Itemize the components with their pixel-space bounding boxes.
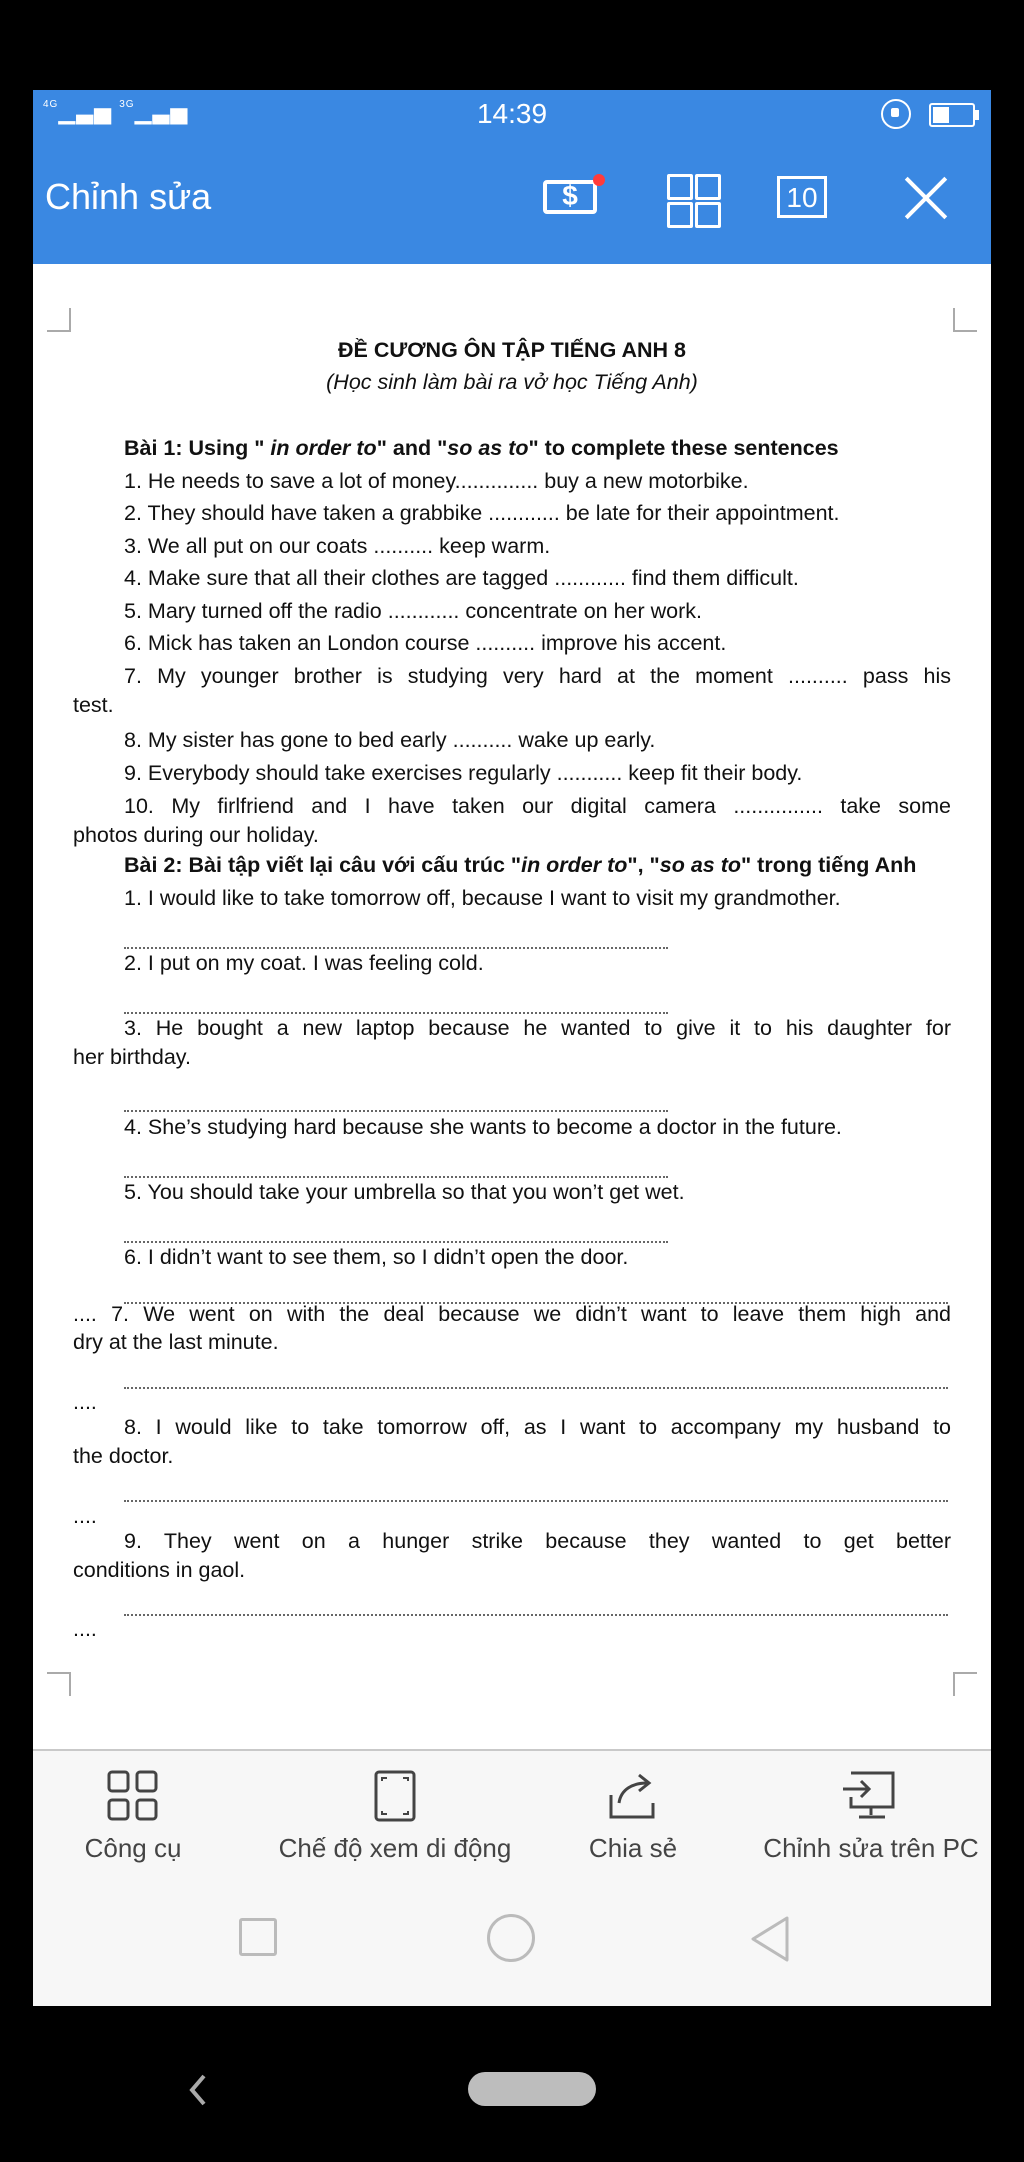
purchase-button[interactable] xyxy=(537,162,607,232)
recent-apps-button[interactable] xyxy=(239,1918,277,1956)
tools-label: Công cụ xyxy=(84,1833,182,1863)
answer-line xyxy=(124,1176,668,1178)
mobile-view-button[interactable] xyxy=(265,1769,525,1864)
app-bar xyxy=(33,140,991,264)
exercise-line: conditions in gaol. xyxy=(73,1558,246,1582)
signal-indicator: $^{4G}$▁▃▅ $^{3G}$▁▃▅ xyxy=(43,99,189,124)
tools-button[interactable] xyxy=(73,1769,193,1864)
page-title: Chỉnh sửa xyxy=(45,176,212,217)
exercise-line: her birthday. xyxy=(73,1045,191,1069)
battery-icon xyxy=(929,103,975,127)
rotation-lock-icon xyxy=(881,99,911,129)
bottom-toolbar xyxy=(33,1749,991,1877)
page-count-badge: 10 xyxy=(777,176,827,218)
exercise-line: .... xyxy=(73,1504,97,1528)
exercise-line: 10. My firlfriend and I have taken our digital camera ............... take some xyxy=(124,794,951,818)
answer-line xyxy=(124,947,668,949)
exercise-line: .... 7. We went on with the deal because we didn’t want to leave them high and xyxy=(73,1302,951,1326)
exercise-line: 9. Everybody should take exercises regularly ........... keep fit their body. xyxy=(124,761,803,785)
back-triangle-icon xyxy=(747,1914,793,1964)
close-button[interactable] xyxy=(891,162,961,232)
mobile-view-icon xyxy=(265,1769,525,1823)
exercise-line: 1. I would like to take tomorrow off, because I want to visit my grandmother. xyxy=(124,886,841,910)
share-button[interactable] xyxy=(573,1769,693,1864)
gesture-back-button[interactable] xyxy=(186,2072,210,2108)
clock: 14:39 xyxy=(476,98,548,129)
status-bar xyxy=(33,90,991,140)
edit-on-pc-label: Chỉnh sửa trên PC xyxy=(763,1833,979,1863)
system-navigation-bar xyxy=(33,1876,991,2006)
exercise-line: .... xyxy=(73,1390,97,1414)
answer-line xyxy=(124,1500,948,1502)
exercise-line: 4. Make sure that all their clothes are tagged ............ find them difficult. xyxy=(124,566,799,590)
home-button[interactable] xyxy=(487,1914,535,1962)
crop-mark xyxy=(47,1672,71,1696)
exercise-line: photos during our holiday. xyxy=(73,823,319,847)
money-icon: $ xyxy=(543,180,597,214)
crop-mark xyxy=(953,1672,977,1696)
crop-mark xyxy=(953,308,977,332)
answer-line xyxy=(124,1241,668,1243)
exercise-line: 5. Mary turned off the radio ............ concentrate on her work. xyxy=(124,599,703,623)
document-page[interactable] xyxy=(33,264,991,1748)
exercise-line: .... xyxy=(73,1617,97,1641)
exercise-line: 7. My younger brother is studying very hard at the moment .......... pass his xyxy=(124,664,951,688)
exercise-line: test. xyxy=(73,693,114,717)
exercise-line: 3. He bought a new laptop because he wanted to give it to his daughter for xyxy=(124,1016,951,1040)
exercise-line: 2. I put on my coat. I was feeling cold. xyxy=(124,951,484,975)
answer-line xyxy=(124,1110,668,1112)
exercise-line: 4. She’s studying hard because she wants to become a doctor in the future. xyxy=(124,1115,842,1139)
chevron-left-icon xyxy=(186,2072,210,2108)
edit-on-pc-button[interactable] xyxy=(751,1769,991,1864)
gesture-home-pill[interactable] xyxy=(468,2072,596,2106)
back-button[interactable] xyxy=(747,1914,793,1964)
document-subtitle: (Học sinh làm bài ra vở học Tiếng Anh) xyxy=(326,370,698,394)
gesture-bar xyxy=(0,2006,1024,2162)
exercise-2-heading: Bài 2: Bài tập viết lại câu với cấu trúc "in order to", "so as to" trong tiếng Anh xyxy=(124,853,917,877)
exercise-line: dry at the last minute. xyxy=(73,1330,279,1354)
mobile-view-label: Chế độ xem di động xyxy=(278,1833,512,1863)
crop-mark xyxy=(47,308,71,332)
answer-line xyxy=(124,1387,948,1389)
exercise-line: 5. You should take your umbrella so that you won’t get wet. xyxy=(124,1180,685,1204)
exercise-line: 6. I didn’t want to see them, so I didn’t open the door. xyxy=(124,1245,629,1269)
exercise-line: 3. We all put on our coats .......... keep warm. xyxy=(124,534,551,558)
exercise-line: 6. Mick has taken an London course .......... improve his accent. xyxy=(124,631,727,655)
exercise-line: 9. They went on a hunger strike because they wanted to get better xyxy=(124,1529,951,1553)
document-title: ĐỀ CƯƠNG ÔN TẬP TIẾNG ANH 8 xyxy=(338,338,686,362)
phone-screen xyxy=(33,90,991,2006)
page-grid-button[interactable] xyxy=(657,162,727,232)
edit-on-pc-icon xyxy=(751,1769,991,1823)
exercise-line: 8. I would like to take tomorrow off, as I want to accompany my husband to xyxy=(124,1415,951,1439)
answer-line xyxy=(124,1012,668,1014)
answer-line xyxy=(124,1614,948,1616)
grid-icon xyxy=(667,174,693,200)
notification-dot xyxy=(593,174,605,186)
exercise-line: 8. My sister has gone to bed early .......... wake up early. xyxy=(124,728,656,752)
page-count-button[interactable] xyxy=(771,162,841,232)
exercise-line: 2. They should have taken a grabbike ............ be late for their appointment. xyxy=(124,501,840,525)
tools-grid-icon xyxy=(73,1769,193,1823)
share-label: Chia sẻ xyxy=(588,1833,678,1863)
exercise-line: the doctor. xyxy=(73,1444,174,1468)
exercise-1-heading: Bài 1: Using " in order to" and "so as to" to complete these sentences xyxy=(124,436,839,460)
exercise-line: 1. He needs to save a lot of money.............. buy a new motorbike. xyxy=(124,469,749,493)
share-icon xyxy=(573,1769,693,1823)
